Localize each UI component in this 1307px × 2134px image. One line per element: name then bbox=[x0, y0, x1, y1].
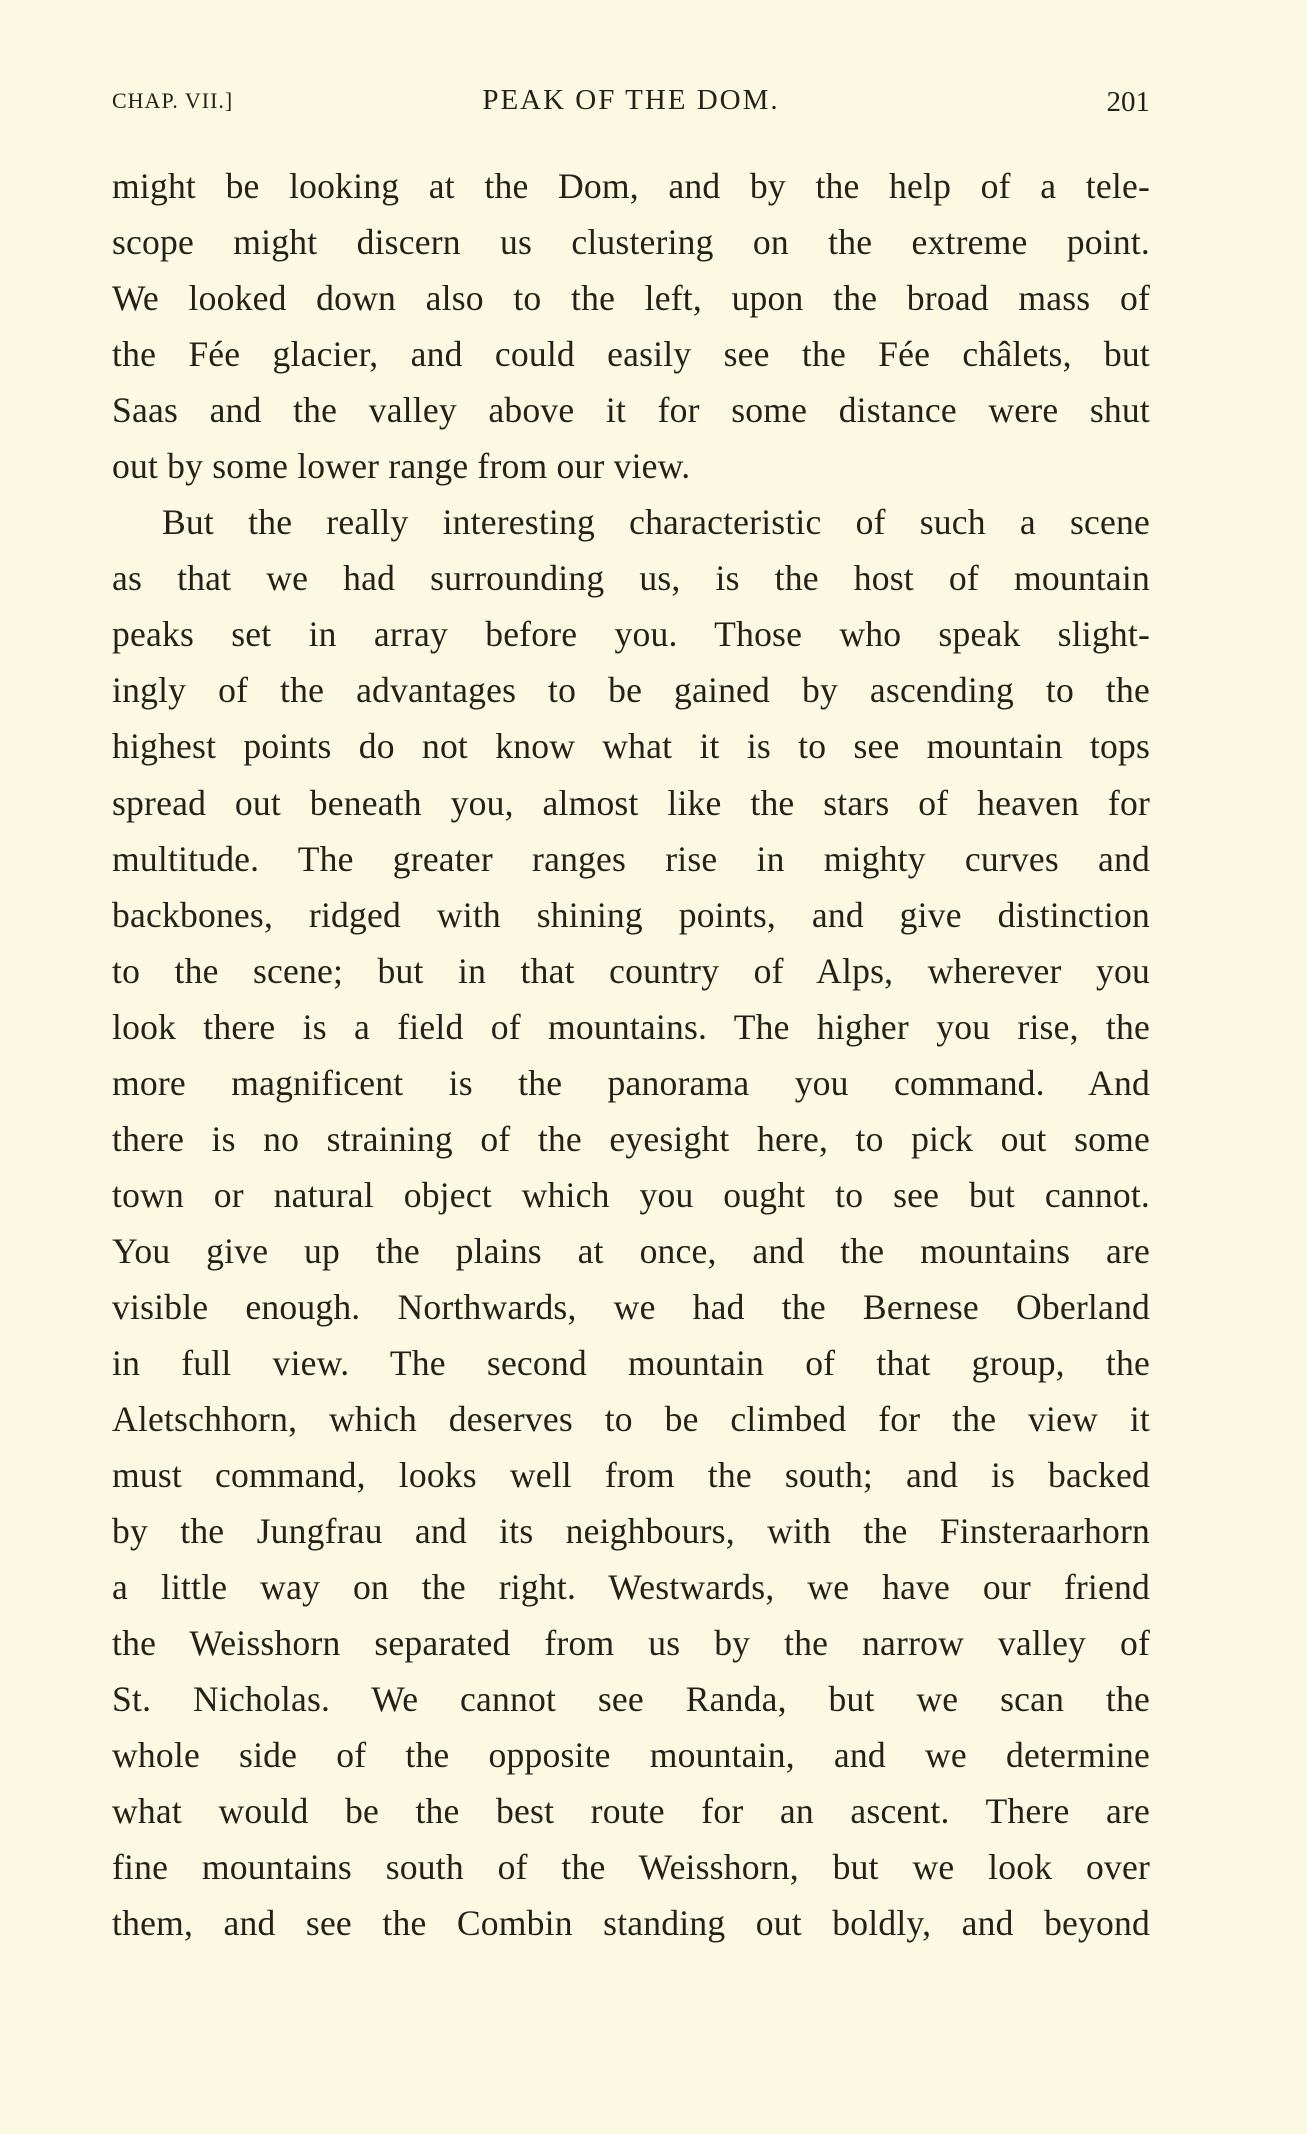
text-line: You give up the plains at once, and the mountains are bbox=[112, 1230, 1150, 1271]
text-line: as that we had surrounding us, is the host of mountain bbox=[112, 558, 1150, 599]
text-line: Aletschhorn, which deserves to be climbed for the view it bbox=[112, 1399, 1150, 1440]
text-line: spread out beneath you, almost like the stars of heaven for bbox=[112, 782, 1150, 823]
text-line: to the scene; but in that country of Alps, wherever you bbox=[112, 950, 1150, 991]
text-line: the Weisshorn separated from us by the narrow valley of bbox=[112, 1623, 1150, 1664]
text-line: peaks set in array before you. Those who speak slight- bbox=[112, 614, 1150, 655]
body-text bbox=[112, 158, 1150, 1952]
text-line: them, and see the Combin standing out boldly, and beyond bbox=[112, 1903, 1150, 1944]
text-line: whole side of the opposite mountain, and we determine bbox=[112, 1735, 1150, 1776]
text-line: backbones, ridged with shining points, and give distinction bbox=[112, 894, 1150, 935]
text-line: ingly of the advantages to be gained by ascending to the bbox=[112, 670, 1150, 711]
text-line: scope might discern us clustering on the extreme point. bbox=[112, 222, 1150, 263]
running-header bbox=[112, 84, 1150, 124]
text-line: a little way on the right. Westwards, we have our friend bbox=[112, 1567, 1150, 1608]
text-line: We looked down also to the left, upon the broad mass of bbox=[112, 278, 1150, 319]
text-line: But the really interesting characteristic of such a scene bbox=[162, 502, 1150, 543]
text-line: must command, looks well from the south; and is backed bbox=[112, 1455, 1150, 1496]
text-line: St. Nicholas. We cannot see Randa, but we scan the bbox=[112, 1679, 1150, 1720]
text-line: the Fée glacier, and could easily see the Fée châlets, but bbox=[112, 334, 1150, 375]
text-line: what would be the best route for an ascent. There are bbox=[112, 1791, 1150, 1832]
text-line: in full view. The second mountain of that group, the bbox=[112, 1342, 1150, 1383]
chapter-label: CHAP. VII.] bbox=[112, 88, 234, 113]
page-number: 201 bbox=[1106, 86, 1150, 118]
text-line: more magnificent is the panorama you command. And bbox=[112, 1062, 1150, 1103]
text-line: town or natural object which you ought to see but cannot. bbox=[112, 1174, 1150, 1215]
text-line: might be looking at the Dom, and by the help of a tele- bbox=[112, 166, 1150, 206]
text-line: fine mountains south of the Weisshorn, but we look over bbox=[112, 1847, 1150, 1888]
text-line: visible enough. Northwards, we had the Bernese Oberland bbox=[112, 1286, 1150, 1327]
text-line: out by some lower range from our view. bbox=[112, 446, 691, 487]
text-line: by the Jungfrau and its neighbours, with the Finsteraarhorn bbox=[112, 1511, 1150, 1552]
page-title: PEAK OF THE DOM. bbox=[482, 84, 780, 116]
text-line: highest points do not know what it is to see mountain tops bbox=[112, 726, 1150, 767]
text-line: look there is a field of mountains. The higher you rise, the bbox=[112, 1006, 1150, 1047]
text-line: multitude. The greater ranges rise in mighty curves and bbox=[112, 838, 1150, 879]
text-line: Saas and the valley above it for some distance were shut bbox=[112, 390, 1150, 431]
text-line: there is no straining of the eyesight here, to pick out some bbox=[112, 1118, 1150, 1159]
